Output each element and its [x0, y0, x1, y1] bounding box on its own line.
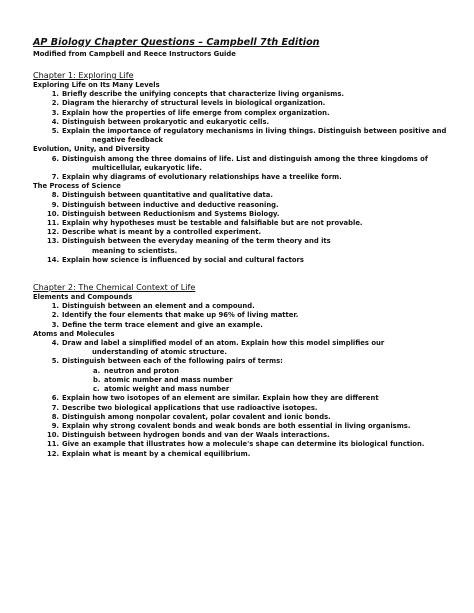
question-number: 2.	[51, 311, 59, 320]
sub-item-letter: a.	[93, 366, 101, 375]
question-text: Explain the importance of regulatory mechanisms in living things. Distinguish between positive and	[62, 127, 447, 136]
question-text: Distinguish between prokaryotic and eukaryotic cells.	[62, 117, 270, 126]
question-item	[33, 422, 450, 431]
question-continuation: negative feedback	[92, 136, 163, 145]
question-number: 14.	[47, 255, 60, 264]
question-item	[33, 173, 450, 182]
question-text: Distinguish between an element and a compound.	[62, 302, 255, 311]
question-number: 7.	[51, 403, 59, 412]
question-item	[33, 404, 450, 413]
question-number: 5.	[51, 357, 59, 366]
question-number: 5.	[51, 127, 59, 136]
question-text: Distinguish among the three domains of life. List and distinguish among the three kingdoms of	[62, 154, 428, 163]
question-text: Explain how the properties of life emerge from complex organization.	[62, 108, 330, 117]
question-number: 4.	[51, 117, 59, 126]
question-text: Explain why hypotheses must be testable and falsifiable but are not provable.	[62, 219, 363, 228]
question-text: Describe what is meant by a controlled experiment.	[62, 228, 262, 237]
question-number: 7.	[51, 173, 59, 182]
question-text: Explain why diagrams of evolutionary relationships have a treelike form.	[62, 173, 342, 182]
section-heading: Evolution, Unity, and Diversity	[33, 145, 150, 154]
question-number: 12.	[47, 449, 60, 458]
question-list	[33, 90, 450, 145]
question-text: Explain why strong covalent bonds and weak bonds are both essential in living organisms.	[62, 421, 411, 430]
section-heading: Elements and Compounds	[33, 293, 133, 302]
question-item	[33, 99, 450, 108]
document-title: AP Biology Chapter Questions – Campbell 7th Edition	[33, 37, 320, 48]
chapter-heading: Chapter 1: Exploring Life	[33, 70, 134, 80]
sub-item-letter: c.	[93, 385, 100, 394]
question-continuation: understanding of atomic structure.	[92, 348, 227, 357]
question-item	[33, 237, 450, 255]
question-text: Explain what is meant by a chemical equilibrium.	[62, 449, 251, 458]
question-item	[33, 431, 450, 440]
question-text: Give an example that illustrates how a molecule's shape can determine its biological function.	[62, 440, 425, 449]
question-number: 10.	[47, 209, 60, 218]
question-text: Distinguish between Reductionism and Systems Biology.	[62, 209, 280, 218]
question-item	[33, 109, 450, 118]
question-text: Identify the four elements that make up 96% of living matter.	[62, 311, 299, 320]
sub-item	[47, 367, 450, 376]
question-text: Distinguish between inductive and deductive reasoning.	[62, 200, 279, 209]
question-item	[33, 191, 450, 200]
question-text: Diagram the hierarchy of structural levels in biological organization.	[62, 99, 326, 108]
question-text: Draw and label a simplified model of an atom. Explain how this model simplifies our	[62, 339, 385, 348]
sub-item	[47, 376, 450, 385]
question-item	[33, 450, 450, 459]
section-heading: The Process of Science	[33, 182, 121, 191]
question-number: 13.	[47, 237, 60, 246]
question-text: Describe two biological applications that use radioactive isotopes.	[62, 403, 318, 412]
section-heading: Atoms and Molecules	[33, 329, 115, 338]
question-item	[33, 228, 450, 237]
question-continuation: meaning to scientists.	[92, 246, 178, 255]
sub-item	[47, 385, 450, 394]
question-number: 2.	[51, 99, 59, 108]
question-item	[33, 302, 450, 311]
question-text: Distinguish among nonpolar covalent, polar covalent and ionic bonds.	[62, 412, 331, 421]
question-number: 4.	[51, 339, 59, 348]
question-text: Distinguish between the everyday meaning of the term theory and its	[62, 237, 331, 246]
question-item	[33, 394, 450, 403]
question-item	[33, 219, 450, 228]
question-item	[33, 311, 450, 320]
question-list	[33, 191, 450, 265]
sub-item-letter: b.	[93, 375, 101, 384]
question-item	[33, 256, 450, 265]
question-number: 1.	[51, 90, 59, 99]
question-text: Explain how science is influenced by social and cultural factors	[62, 255, 304, 264]
question-number: 12.	[47, 228, 60, 237]
question-number: 3.	[51, 320, 59, 329]
question-item	[33, 339, 450, 357]
question-item	[33, 413, 450, 422]
question-item	[33, 127, 450, 145]
question-list	[33, 155, 450, 183]
question-text: Distinguish between hydrogen bonds and van der Waals interactions.	[62, 431, 330, 440]
chapter-heading: Chapter 2: The Chemical Context of Life	[33, 282, 196, 293]
document-subtitle: Modified from Campbell and Reece Instructors Guide	[33, 50, 236, 58]
question-item	[33, 210, 450, 219]
question-item	[33, 118, 450, 127]
question-item	[33, 321, 450, 330]
question-list	[33, 339, 450, 459]
question-number: 3.	[51, 108, 59, 117]
question-number: 1.	[51, 302, 59, 311]
question-list	[33, 302, 450, 330]
sub-item-text: neutron and proton	[104, 366, 180, 375]
question-text: Define the term trace element and give an example.	[62, 320, 263, 329]
question-text: Explain how two isotopes of an element are similar. Explain how they are different	[62, 394, 379, 403]
question-number: 9.	[51, 421, 59, 430]
question-text: Briefly describe the unifying concepts that characterize living organisms.	[62, 90, 345, 99]
question-number: 11.	[47, 440, 60, 449]
question-item	[33, 357, 450, 394]
sub-item-text: atomic weight and mass number	[104, 385, 230, 394]
sub-item-text: atomic number and mass number	[104, 375, 233, 384]
question-text: Distinguish between quantitative and qualitative data.	[62, 191, 273, 200]
question-item	[33, 440, 450, 449]
question-number: 9.	[51, 200, 59, 209]
question-number: 6.	[51, 394, 59, 403]
question-item	[33, 90, 450, 99]
question-number: 11.	[47, 219, 60, 228]
question-item	[33, 201, 450, 210]
section-heading: Exploring Life on Its Many Levels	[33, 81, 160, 89]
question-number: 6.	[51, 154, 59, 163]
question-number: 8.	[51, 191, 59, 200]
question-number: 10.	[47, 431, 60, 440]
question-item	[33, 155, 450, 173]
question-text: Distinguish between each of the following pairs of terms:	[62, 357, 283, 366]
question-number: 8.	[51, 412, 59, 421]
question-continuation: multicellular, eukaryotic life.	[92, 163, 202, 172]
